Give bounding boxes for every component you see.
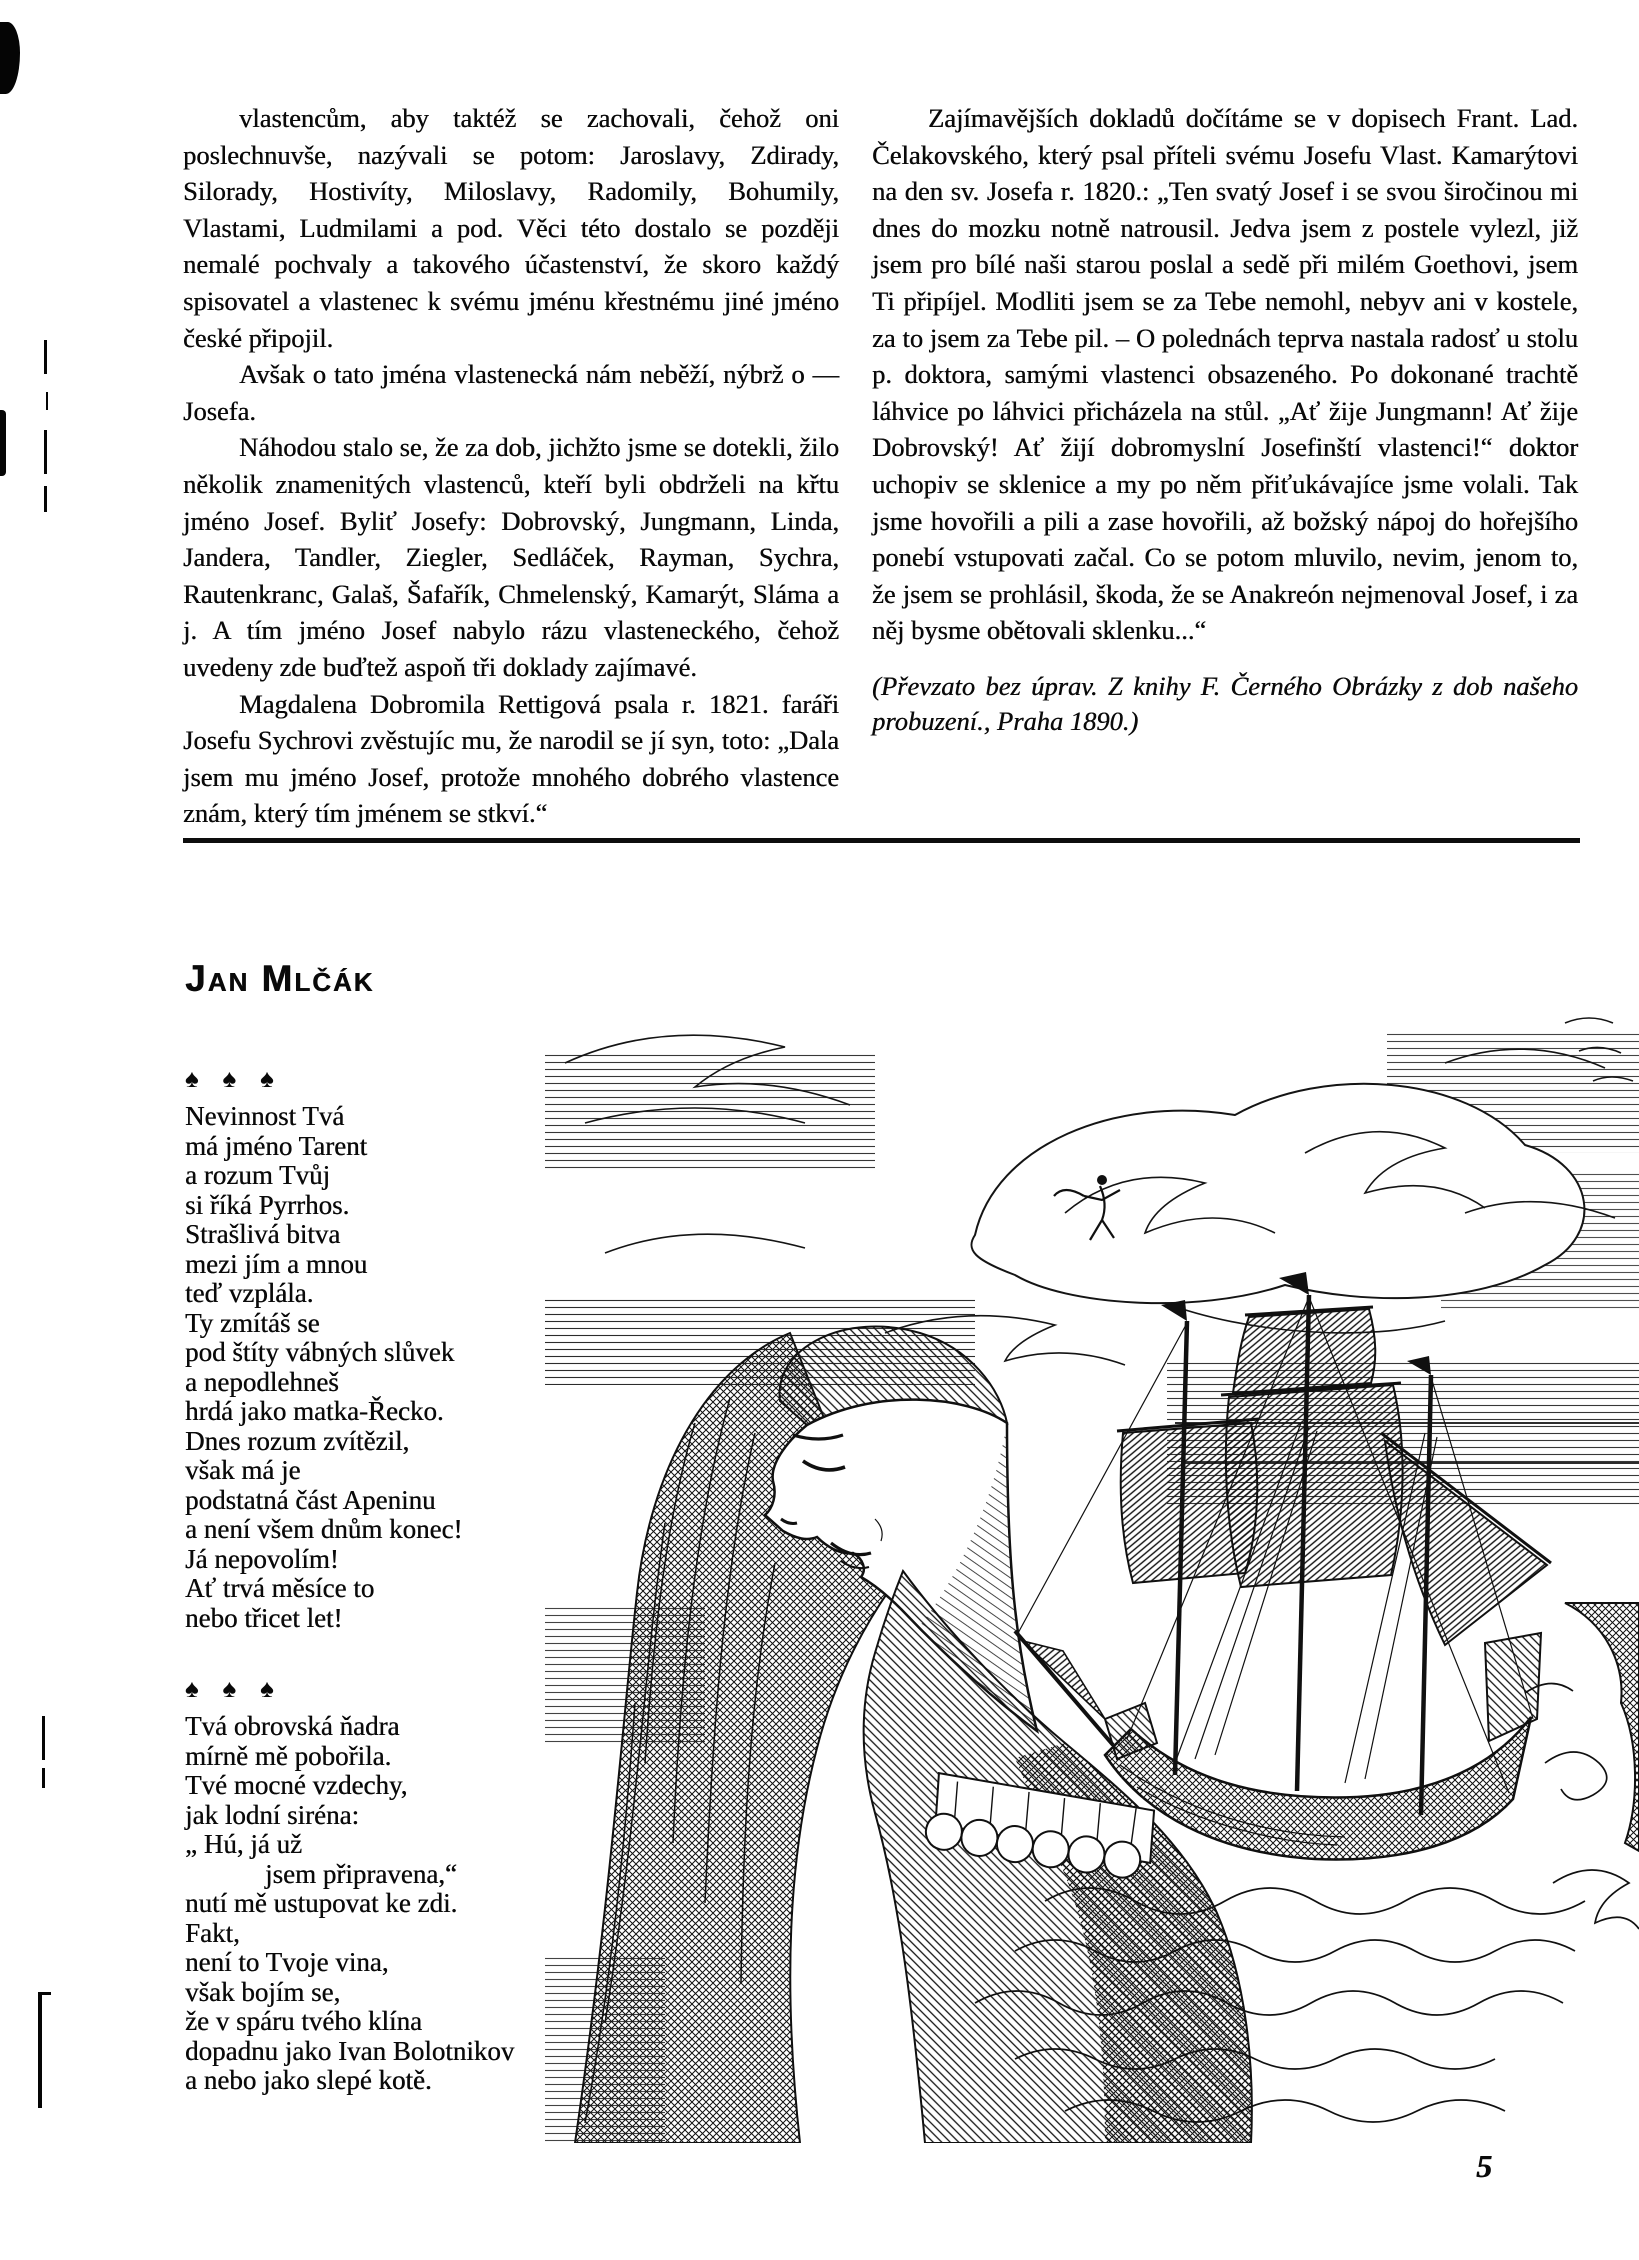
poem-line: však má je bbox=[185, 1455, 301, 1485]
section-divider-rule bbox=[183, 838, 1580, 843]
poem-line: Fakt, bbox=[185, 1917, 240, 1948]
scan-artifact bbox=[0, 410, 6, 476]
poem-line: „ Hú, já už bbox=[185, 1829, 302, 1859]
poem-line: nebo třicet let! bbox=[185, 1602, 343, 1633]
scan-artifact bbox=[42, 1768, 45, 1788]
source-citation: (Převzato bez úprav. Z knihy F. Černého Obrázky z dob našeho probuzení., Praha 1890.) bbox=[872, 670, 1578, 736]
poem-line: Já nepovolím! bbox=[185, 1543, 339, 1574]
poet-name-heading: Jan Mlčák bbox=[185, 958, 375, 999]
article-paragraph: Magdalena Dobromila Rettigová psala r. 1821. faráři Josefu Sychrovi zvěstujíc mu, že narodil se jí syn, toto: „Dala jsem mu jméno Josef, protože mnohého dobrého vlastence znám, který tím jménem se stkví.“ bbox=[183, 688, 839, 829]
scan-artifact bbox=[46, 392, 48, 410]
clouds bbox=[545, 1018, 1639, 1385]
poem-line: a rozum Tvůj bbox=[185, 1160, 330, 1190]
poem-2 bbox=[185, 1676, 514, 2096]
stern-castle bbox=[1485, 1633, 1541, 1741]
poem-line: hrdá jako matka-Řecko. bbox=[185, 1396, 444, 1426]
scan-artifact bbox=[42, 1716, 45, 1760]
poem-line: Tvé mocné vzdechy, bbox=[185, 1770, 408, 1800]
article-paragraph: Náhodou stalo se, že za dob, jichžto jsme se dotekli, žilo několik znamenitých vlastenců, kteří byli obdrželi na křtu jméno Josef. Byliť Josefy: Dobrovský, Jungmann, Linda, Jandera, Tandler, Ziegler, Sedláček, Rayman, Sychra, Rautenkranc, Galaš, Šafařík, Chmelenský, Kamarýt, Sláma a j. A tím jméno Josef nabylo rázu vlasteneckého, čehož uvedeny zde buďtež aspoň tři doklady zajímavé. bbox=[183, 432, 839, 682]
poem-line: Strašlivá bitva bbox=[185, 1219, 341, 1249]
poem-line: však bojím se, bbox=[185, 1976, 341, 2007]
poem-line: Ty zmítáš se bbox=[185, 1307, 320, 1338]
page-number: 5 bbox=[1476, 2148, 1492, 2184]
poem-line: Dnes rozum zvítězil, bbox=[185, 1425, 410, 1456]
poem-line: není to Tvoje vina, bbox=[185, 1947, 389, 1977]
poem-line: Nevinnost Tvá bbox=[185, 1101, 345, 1131]
poem-line: mezi jím a mnou bbox=[185, 1248, 368, 1279]
scan-artifact bbox=[44, 486, 47, 512]
article-right-column bbox=[872, 100, 1578, 739]
scan-artifact bbox=[0, 22, 20, 94]
sprit-sail bbox=[1023, 1641, 1105, 1719]
scan-artifact bbox=[38, 1992, 42, 2108]
article-paragraph: vlastencům, aby taktéž se zachovali, čehož oni poslechnuvše, nazývali se potom: Jaroslavy, Zdirady, Silorady, Hostivíty, Miloslavy, Radomily, Bohumily, Vlastami, Ludmilami a pod. Věci této dostalo se později nemalé pochvaly a takového účastenství, že skoro každý spisovatel a vlastenec k svému jménu křestnému jiné jméno české připojil. bbox=[183, 103, 839, 353]
poem-line: a není všem dnům konec! bbox=[185, 1514, 463, 1544]
spade-marker-icon: ♠ ♠ ♠ bbox=[185, 1676, 283, 1703]
poem-line: má jméno Tarent bbox=[185, 1130, 368, 1161]
article-paragraph: Zajímavějších dokladů dočítáme se v dopisech Frant. Lad. Čelakovského, který psal příteli svému Josefu Vlast. Kamarýtovi na den sv. Josefa r. 1820.: „Ten svatý Josef i se svou širočinou mi dnes do mozku notně natrousil. Jedva jsem z postele vylezl, již jsem pro bílé naši starou poslal a sedě při milém Goethovi, jsem Ti připíjel. Modliti jsem se za Tebe nemohl, nebyv ani v kostele, za to jsem za Tebe pil. – O polednách teprva nastala radosť u stolu p. doktora, samými vlastenci obsazeného. Po dokonané trachtě láhvice po láhvici přicházela na stůl. „Ať žije Jungmann! Ať žije Dobrovský! Ať žijí dobromyslní Josefinští vlastenci!“ doktor uchopiv se sklenice a my po něm přiťukávajíce jsme volali. Tak jsme hovořili a pili a zase hovořili, až božský nápoj do hořejšího ponebí vstupovati začal. Co se potom mluvilo, nevim, jenom to, že jsem se prohlásil, škoda, že se Anakreón nejmenoval Josef, i za něj bysme obětovali sklenku...“ bbox=[872, 103, 1578, 646]
poem-line: teď vzplála. bbox=[185, 1278, 314, 1308]
poem-line: jsem připravena,“ bbox=[265, 1858, 457, 1889]
poem-line: a nebo jako slepé kotě. bbox=[185, 2065, 432, 2095]
poem-line: si říká Pyrrhos. bbox=[185, 1189, 350, 1220]
poem-line: pod štíty vábných slůvek bbox=[185, 1337, 455, 1367]
engraving-illustration bbox=[545, 1003, 1639, 2143]
article-paragraph: Avšak o tato jména vlastenecká nám neběží, nýbrž o — Josefa. bbox=[183, 359, 839, 426]
poem-line: Ať trvá měsíce to bbox=[185, 1573, 375, 1603]
poem-line: Tvá obrovská ňadra bbox=[185, 1711, 400, 1741]
poem-line: mírně mě pobořila. bbox=[185, 1740, 392, 1771]
article-left-column bbox=[183, 100, 839, 832]
scan-artifact bbox=[44, 340, 47, 374]
poem-line: dopadnu jako Ivan Bolotnikov bbox=[185, 2035, 515, 2066]
poem-1 bbox=[185, 1066, 462, 1633]
poem-line: podstatná část Apeninu bbox=[185, 1484, 436, 1515]
rocks bbox=[1565, 1603, 1639, 1851]
scan-artifact bbox=[44, 430, 47, 474]
poem-line: nutí mě ustupovat ke zdi. bbox=[185, 1888, 458, 1918]
poem-line: že v spáru tvého klína bbox=[185, 2006, 422, 2036]
spade-marker-icon: ♠ ♠ ♠ bbox=[185, 1066, 283, 1093]
poem-line: a nepodlehneš bbox=[185, 1366, 339, 1397]
poem-line: jak lodní siréna: bbox=[185, 1799, 359, 1830]
scan-artifact bbox=[38, 1992, 51, 1995]
